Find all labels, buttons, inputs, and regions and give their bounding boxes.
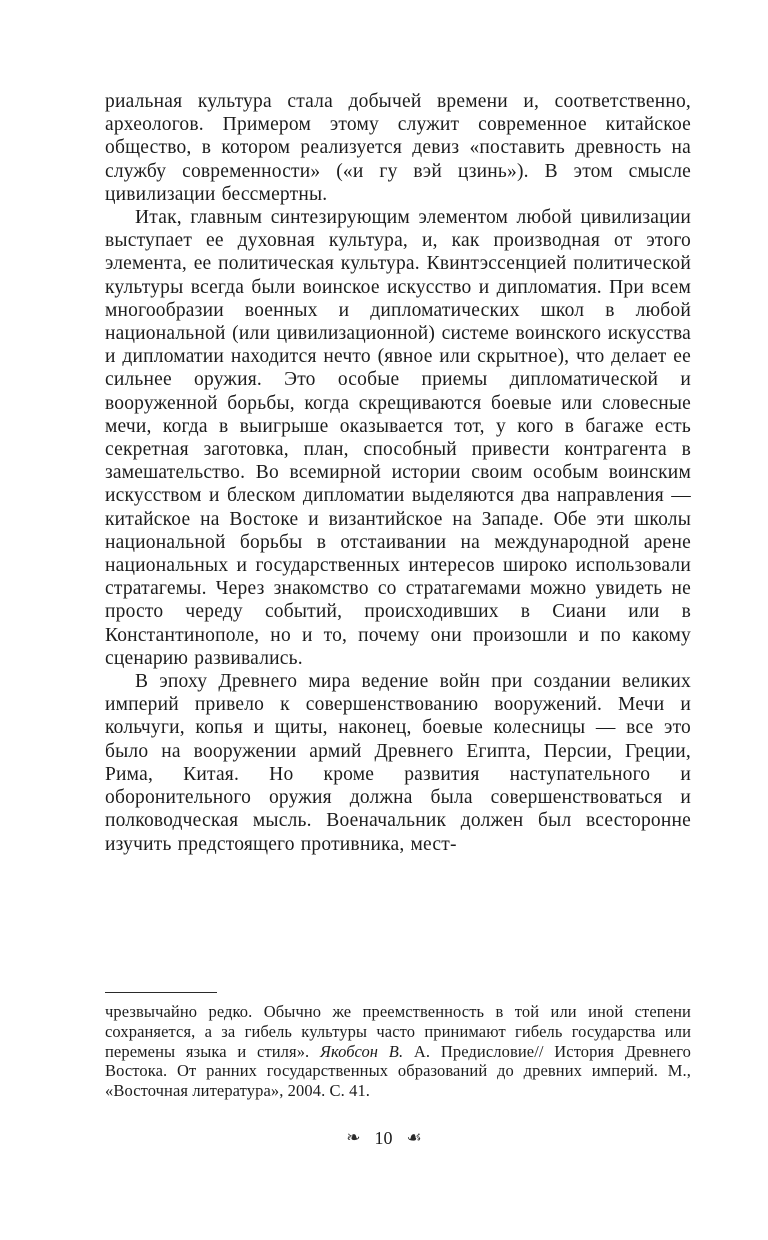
page-number: 10 bbox=[374, 1128, 393, 1148]
footnote-text-before: чрезвычайно редко. Обычно же преемственность в той или иной степени сохраняется, а за гибель культуры часто принимают гибель государства или перемены языка и стиля». bbox=[105, 1002, 691, 1061]
paragraph-3: В эпоху Древнего мира ведение войн при создании великих империй привело к совершенствованию вооружений. Мечи и кольчуги, копья и щиты, наконец, боевые колесницы — все это было на вооружении армий Древнего Египта, Персии, Греции, Рима, Китая. Но кроме развития наступательного и оборонительного оружия должна была совершенствоваться и полководческая мысль. Военачальник должен был всесторонне изучить предстоящего противника, мест- bbox=[105, 671, 691, 855]
page-footer bbox=[0, 1128, 768, 1149]
footnote-author: Якобсон В. bbox=[320, 1041, 404, 1061]
footnote bbox=[105, 992, 691, 1101]
left-fleuron-ornament-icon: ❧ bbox=[346, 1128, 361, 1147]
footnote-separator-rule bbox=[105, 992, 217, 993]
paragraph-continuation: риальная культура стала добычей времени и, соответственно, археологов. Примером этому служит современное китайское общество, в котором реализуется девиз «поставить древность на службу современности» («и гу вэй цзинь»). В этом смысле цивилизации бессмертны. bbox=[105, 91, 691, 205]
body-text bbox=[105, 90, 691, 856]
footnote-text-after: А. Предисловие// История Древнего Востока. От ранних государственных образований до древних империй. М., «Восточная литература», 2004. С. 41. bbox=[105, 1041, 691, 1101]
right-fleuron-ornament-icon: ☙ bbox=[406, 1128, 422, 1147]
paragraph-2: Итак, главным синтезирующим элементом любой цивилизации выступает ее духовная культура, и, как производная от этого элемента, ее политическая культура. Квинтэссенцией политической культуры всегда были воинское искусство и дипломатия. При всем многообразии военных и дипломатических школ в любой национальной (или цивилизационной) системе воинского искусства и дипломатии находится нечто (явное или скрытное), что делает ее сильнее оружия. Это особые приемы дипломатической и вооруженной борьбы, когда скрещиваются боевые или словесные мечи, когда в выигрыше оказывается тот, у кого в багаже есть секретная заготовка, план, способный привести контрагента в замешательство. Во всемирной истории своим особым воинским искусством и блеском дипломатии выделяются два направления — китайское на Востоке и византийское на Западе. Обе эти школы национальной борьбы в отстаивании на международной арене национальных и государственных интересов широко использовали стратагемы. Через знакомство со стратагемами можно увидеть не просто череду событий, происходивших в Сиани или в Константинополе, но и то, почему они произошли и по какому сценарию развивались. bbox=[105, 207, 691, 669]
footnote-text bbox=[105, 1002, 691, 1101]
